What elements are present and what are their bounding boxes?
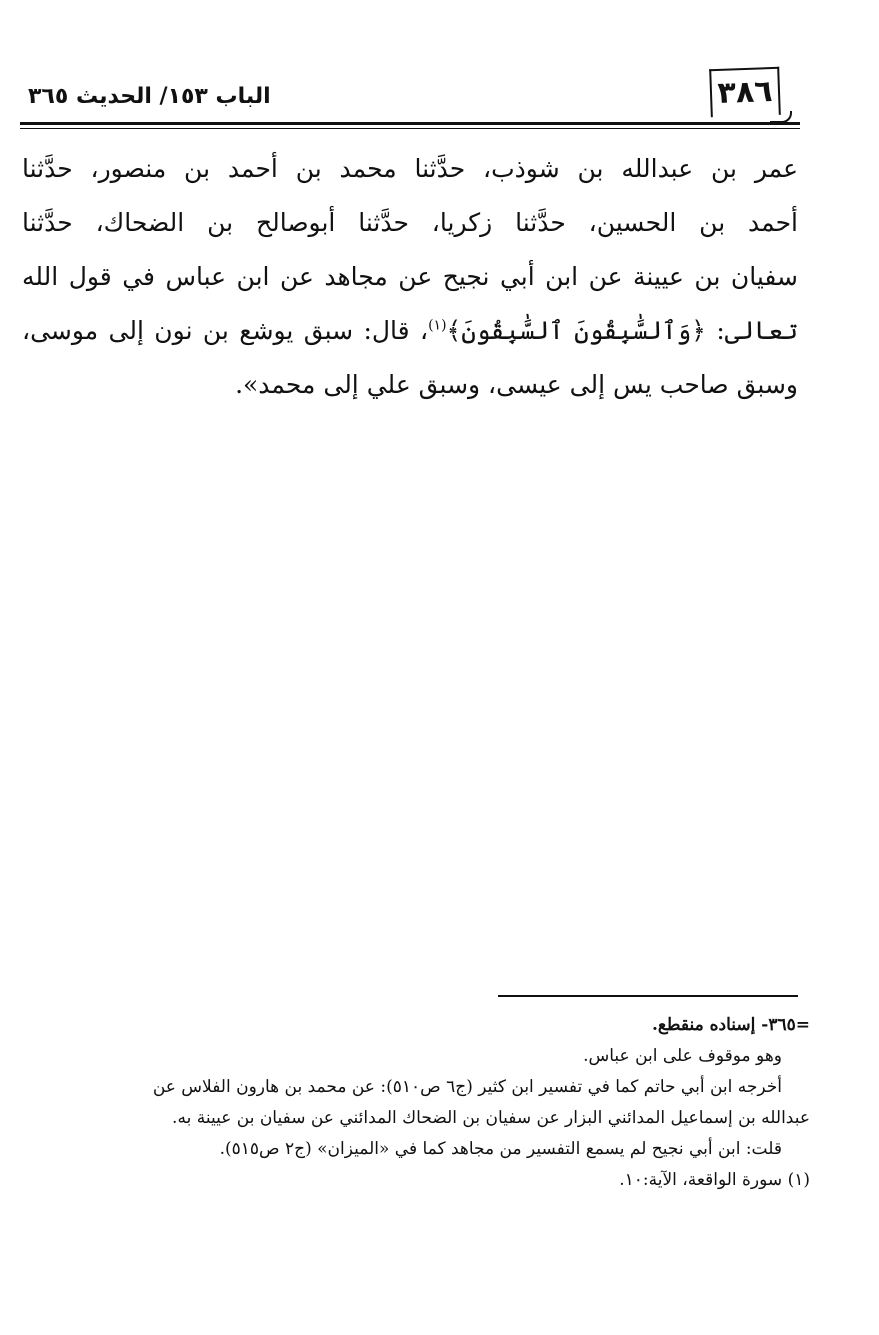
page-number-frame [709,67,781,117]
chapter-title: الباب ١٥٣/ الحديث ٣٦٥ [28,84,271,109]
footnote-reference: (١) [428,317,447,334]
body-line-5: وسبق صاحب يس إلى عيسى، وسبق علي إلى محمد». [235,370,798,399]
footnote-line-3: أخرجه ابن أبي حاتم كما في تفسير ابن كثير (ج٦ ص٥١٠): عن محمد بن هارون الفلاس عن [152,1077,782,1097]
page-number: ٣٨٦ [716,74,774,111]
footnote-1: (١) سورة الواقعة، الآية:١٠. [619,1170,810,1190]
body-line-3: سفيان بن عيينة عن ابن أبي نجيح عن مجاهد عن ابن عباس في قول الله [22,262,798,291]
header-rule-thin [20,128,800,129]
body-line-2: أحمد بن الحسين، حدَّثنا زكريا، حدَّثنا أبوصالح بن الضحاك، حدَّثنا [22,208,798,237]
main-text [22,142,798,412]
quran-verse: ﴿وَٱلسَّٰبِقُونَ ٱلسَّٰبِقُونَ﴾ [446,316,706,345]
page-header [20,60,800,126]
body-line-4-suffix: ، قال: سبق يوشع بن نون إلى موسى، [22,316,429,345]
footnote-line-2: وهو موقوف على ابن عباس. [583,1046,782,1066]
body-line-4-prefix: تعالى: [705,316,798,345]
footnote-line-5: قلت: ابن أبي نجيح لم يسمع التفسير من مجاهد كما في «الميزان» (ج٢ ص٥١٥). [219,1139,782,1159]
footnote-separator [498,995,798,997]
footnote-line-4: عبدالله بن إسماعيل المدائني البزار عن سفيان بن الضحاك المدائني عن سفيان بن عيينة به. [172,1108,810,1128]
body-line-4 [22,304,798,358]
body-line-1: عمر بن عبدالله بن شوذب، حدَّثنا محمد بن أحمد بن منصور، حدَّثنا [22,154,798,183]
header-rule-thick [20,122,800,125]
footnote-hadith-grading: =٣٦٥- إسناده منقطع. [651,1015,810,1035]
footnotes [24,1010,810,1196]
